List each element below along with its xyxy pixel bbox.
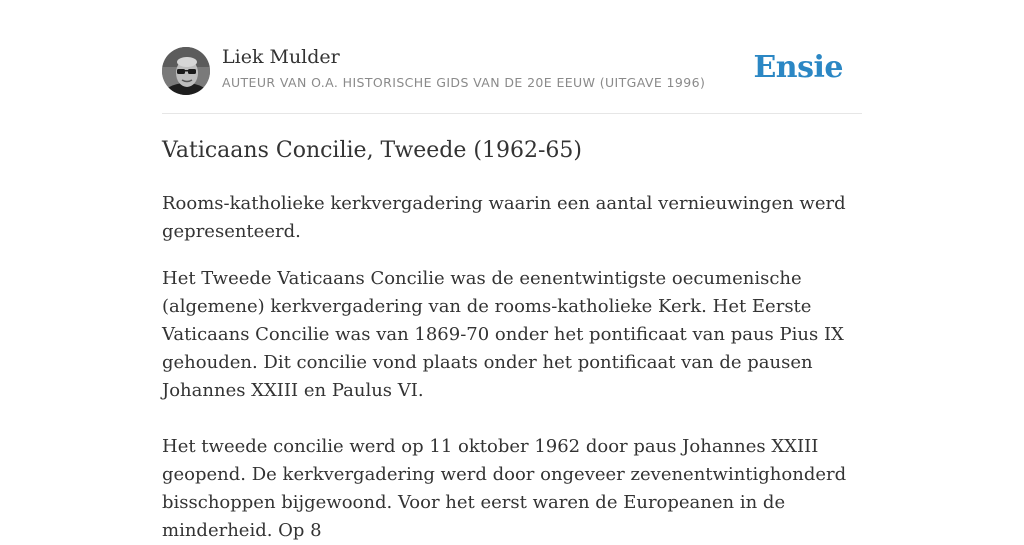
article-title: Vaticaans Concilie, Tweede (1962-65)	[162, 138, 582, 163]
author-header	[162, 0, 862, 114]
article-paragraph: Het tweede concilie werd op 11 oktober 1962 door paus Johannes XXIII geopend. De kerkvergadering werd door ongeveer zevenentwintighonderd bisschoppen bijgewoond. Voor het eerst waren de Europeanen in de minderheid. Op 8	[162, 436, 847, 541]
article-paragraph: Het Tweede Vaticaans Concilie was de eenentwintigste oecumenische (algemene) kerkvergadering van de rooms-katholieke Kerk. Het Eerste Vaticaans Concilie was van 1869-70 onder het pontificaat van paus Pius IX gehouden. Dit concilie vond plaats onder het pontificaat van de pausen Johannes XXIII en Paulus VI.	[162, 268, 844, 401]
author-description: AUTEUR VAN O.A. HISTORISCHE GIDS VAN DE 20E EEUW (UITGAVE 1996)	[222, 75, 706, 90]
article-container	[162, 0, 862, 541]
author-name[interactable]: Liek Mulder	[222, 46, 340, 68]
article-lead: Rooms-katholieke kerkvergadering waarin een aantal vernieuwingen werd gepresenteerd.	[162, 193, 846, 242]
author-portrait-icon	[162, 47, 210, 95]
author-avatar[interactable]	[162, 47, 210, 95]
ensie-logo[interactable]: Ensie	[753, 50, 843, 85]
